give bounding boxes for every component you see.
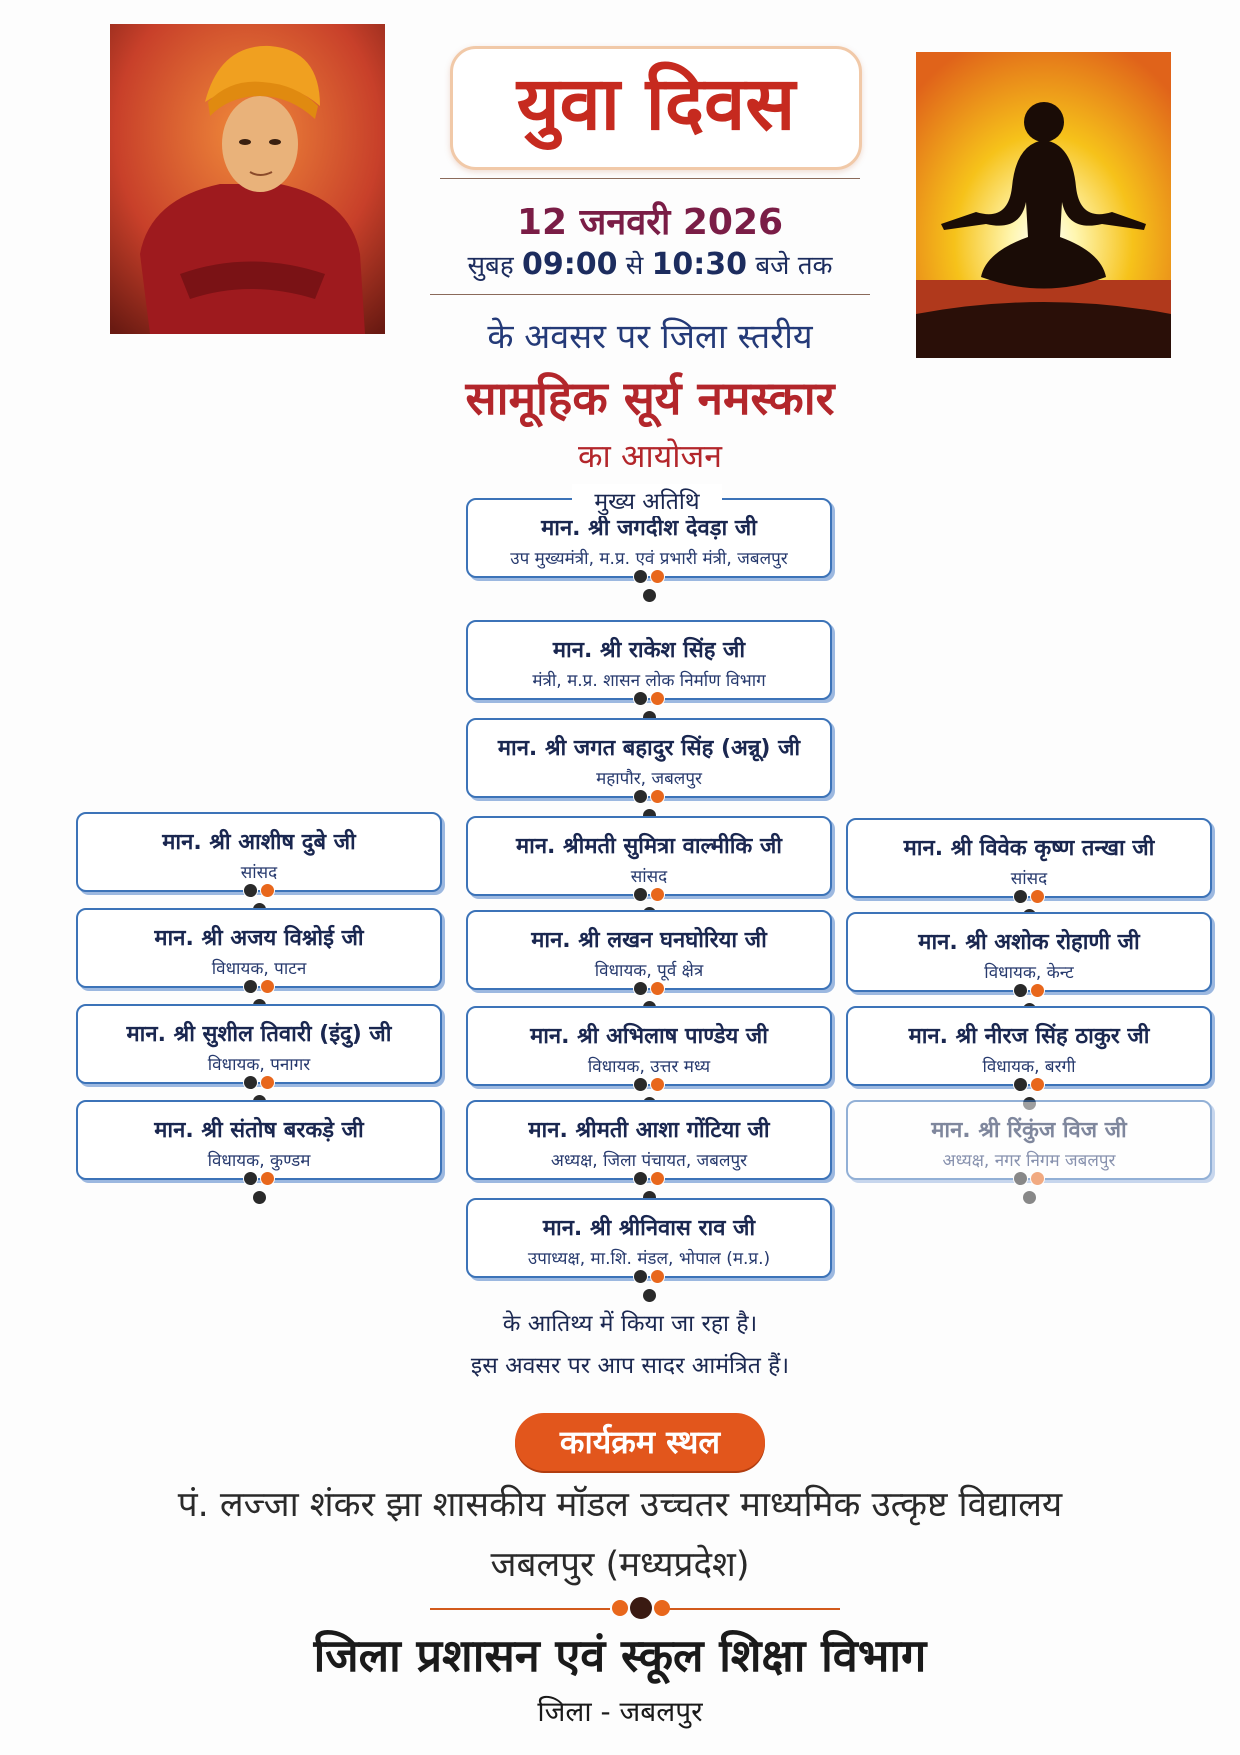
event-date: 12 जनवरी 2026 bbox=[516, 202, 784, 243]
dots-ornament bbox=[625, 1171, 673, 1187]
dots-ornament bbox=[625, 569, 673, 585]
guest-card bbox=[76, 812, 442, 892]
guest-post: विधायक, पनागर bbox=[207, 1055, 311, 1075]
closing-line-2: इस अवसर पर आप सादर आमंत्रित हैं। bbox=[470, 1353, 790, 1379]
vivekananda-portrait-image bbox=[110, 24, 385, 334]
guest-card bbox=[846, 1100, 1212, 1180]
guest-card bbox=[76, 1004, 442, 1084]
guest-post: सांसद bbox=[1010, 869, 1048, 889]
guest-card bbox=[846, 818, 1212, 898]
footer-dot-ornament bbox=[612, 1600, 628, 1616]
time-mid: से bbox=[625, 251, 644, 281]
guest-card bbox=[466, 1100, 832, 1180]
guest-card bbox=[466, 718, 832, 798]
guest-name: मान. श्रीमती आशा गोंटिया जी bbox=[528, 1118, 770, 1143]
guest-name: मान. श्री संतोष बरकड़े जी bbox=[154, 1118, 364, 1143]
occasion-text: के अवसर पर जिला स्तरीय bbox=[487, 317, 813, 357]
dots-ornament bbox=[235, 883, 283, 899]
event-time bbox=[440, 246, 860, 282]
guest-name: मान. श्री राकेश सिंह जी bbox=[552, 638, 746, 663]
guest-name: मान. श्री आशीष दुबे जी bbox=[162, 830, 356, 855]
divider-line bbox=[440, 178, 860, 179]
guest-name: मान. श्री अभिलाष पाण्डेय जी bbox=[530, 1024, 768, 1049]
yoga-silhouette-image bbox=[916, 52, 1171, 358]
guest-post: विधायक, पूर्व क्षेत्र bbox=[594, 961, 704, 981]
venue-name: पं. लज्जा शंकर झा शासकीय मॉडल उच्चतर माध्यमिक उत्कृष्ट विद्यालय bbox=[177, 1485, 1063, 1525]
organised-text: का आयोजन bbox=[577, 437, 723, 475]
guest-post: विधायक, उत्तर मध्य bbox=[587, 1057, 711, 1077]
dots-ornament bbox=[235, 1171, 283, 1187]
dots-ornament bbox=[1005, 1171, 1053, 1187]
venue-city: जबलपुर (मध्यप्रदेश) bbox=[490, 1545, 750, 1585]
footer-dot-ornament bbox=[654, 1600, 670, 1616]
event-title: युवा दिवस bbox=[516, 61, 796, 147]
closing-line-1: के आतिथ्य में किया जा रहा है। bbox=[502, 1311, 758, 1337]
guest-post: उप मुख्यमंत्री, म.प्र. एवं प्रभारी मंत्री, जबलपुर bbox=[510, 549, 788, 569]
guest-card bbox=[76, 908, 442, 988]
dots-ornament bbox=[235, 1075, 283, 1091]
guest-card bbox=[76, 1100, 442, 1180]
dots-ornament bbox=[625, 887, 673, 903]
organiser-department: जिला प्रशासन एवं स्कूल शिक्षा विभाग bbox=[313, 1629, 927, 1682]
guest-card bbox=[466, 816, 832, 896]
guest-name: मान. श्री अजय विश्नोई जी bbox=[154, 926, 364, 951]
dots-ornament bbox=[625, 981, 673, 997]
chief-guest-label: मुख्य अतिथि bbox=[572, 484, 722, 516]
guest-post: विधायक, केन्ट bbox=[984, 963, 1074, 983]
time-end: 10:30 bbox=[651, 247, 748, 282]
dots-ornament bbox=[625, 1077, 673, 1093]
guest-name: मान. श्री लखन घनघोरिया जी bbox=[531, 928, 767, 953]
guest-name: मान. श्री सुशील तिवारी (इंदु) जी bbox=[126, 1022, 392, 1047]
guest-name: मान. श्री विवेक कृष्ण तन्खा जी bbox=[903, 836, 1155, 861]
guest-card bbox=[846, 1006, 1212, 1086]
divider-line bbox=[430, 294, 870, 295]
guest-post: सांसद bbox=[630, 867, 668, 887]
guest-post: अध्यक्ष, नगर निगम जबलपुर bbox=[942, 1151, 1116, 1171]
dots-ornament bbox=[625, 691, 673, 707]
dots-ornament bbox=[1005, 1077, 1053, 1093]
organiser-district: जिला - जबलपुर bbox=[537, 1695, 703, 1728]
guest-post: अध्यक्ष, जिला पंचायत, जबलपुर bbox=[550, 1151, 748, 1171]
guest-post: मंत्री, म.प्र. शासन लोक निर्माण विभाग bbox=[532, 671, 766, 691]
time-start: 09:00 bbox=[521, 247, 618, 282]
guest-post: उपाध्यक्ष, मा.शि. मंडल, भोपाल (म.प्र.) bbox=[527, 1249, 771, 1269]
guest-name: मान. श्री रिंकुंज विज जी bbox=[931, 1118, 1127, 1143]
dots-ornament bbox=[1005, 889, 1053, 905]
footer-divider bbox=[660, 1608, 840, 1610]
guest-name: मान. श्री जगत बहादुर सिंह (अन्नू) जी bbox=[497, 736, 801, 761]
dots-ornament bbox=[625, 1269, 673, 1285]
guest-post: विधायक, पाटन bbox=[211, 959, 307, 979]
guest-post: महापौर, जबलपुर bbox=[596, 769, 702, 789]
time-prefix: सुबह bbox=[467, 251, 514, 281]
guest-card bbox=[846, 912, 1212, 992]
time-suffix: बजे तक bbox=[755, 251, 833, 281]
guest-card bbox=[466, 620, 832, 700]
guest-card bbox=[466, 1006, 832, 1086]
guest-post: विधायक, कुण्डम bbox=[207, 1151, 311, 1171]
dots-ornament bbox=[1005, 983, 1053, 999]
dots-ornament bbox=[235, 979, 283, 995]
event-title-badge bbox=[450, 46, 862, 170]
event-name: सामूहिक सूर्य नमस्कार bbox=[465, 371, 835, 425]
guest-name: मान. श्री अशोक रोहाणी जी bbox=[918, 930, 1140, 955]
guest-card bbox=[466, 910, 832, 990]
guest-card bbox=[466, 1198, 832, 1278]
guest-post: सांसद bbox=[240, 863, 278, 883]
footer-divider bbox=[430, 1608, 610, 1610]
guest-post: विधायक, बरगी bbox=[982, 1057, 1076, 1077]
dots-ornament bbox=[625, 789, 673, 805]
footer-dot-ornament bbox=[630, 1597, 652, 1619]
guest-name: मान. श्री श्रीनिवास राव जी bbox=[542, 1216, 756, 1241]
guest-name: मान. श्री जगदीश देवड़ा जी bbox=[541, 516, 757, 541]
venue-label: कार्यक्रम स्थल bbox=[559, 1423, 721, 1461]
guest-name: मान. श्री नीरज सिंह ठाकुर जी bbox=[908, 1024, 1150, 1049]
venue-label-pill bbox=[515, 1413, 765, 1471]
guest-name: मान. श्रीमती सुमित्रा वाल्मीकि जी bbox=[515, 834, 783, 859]
